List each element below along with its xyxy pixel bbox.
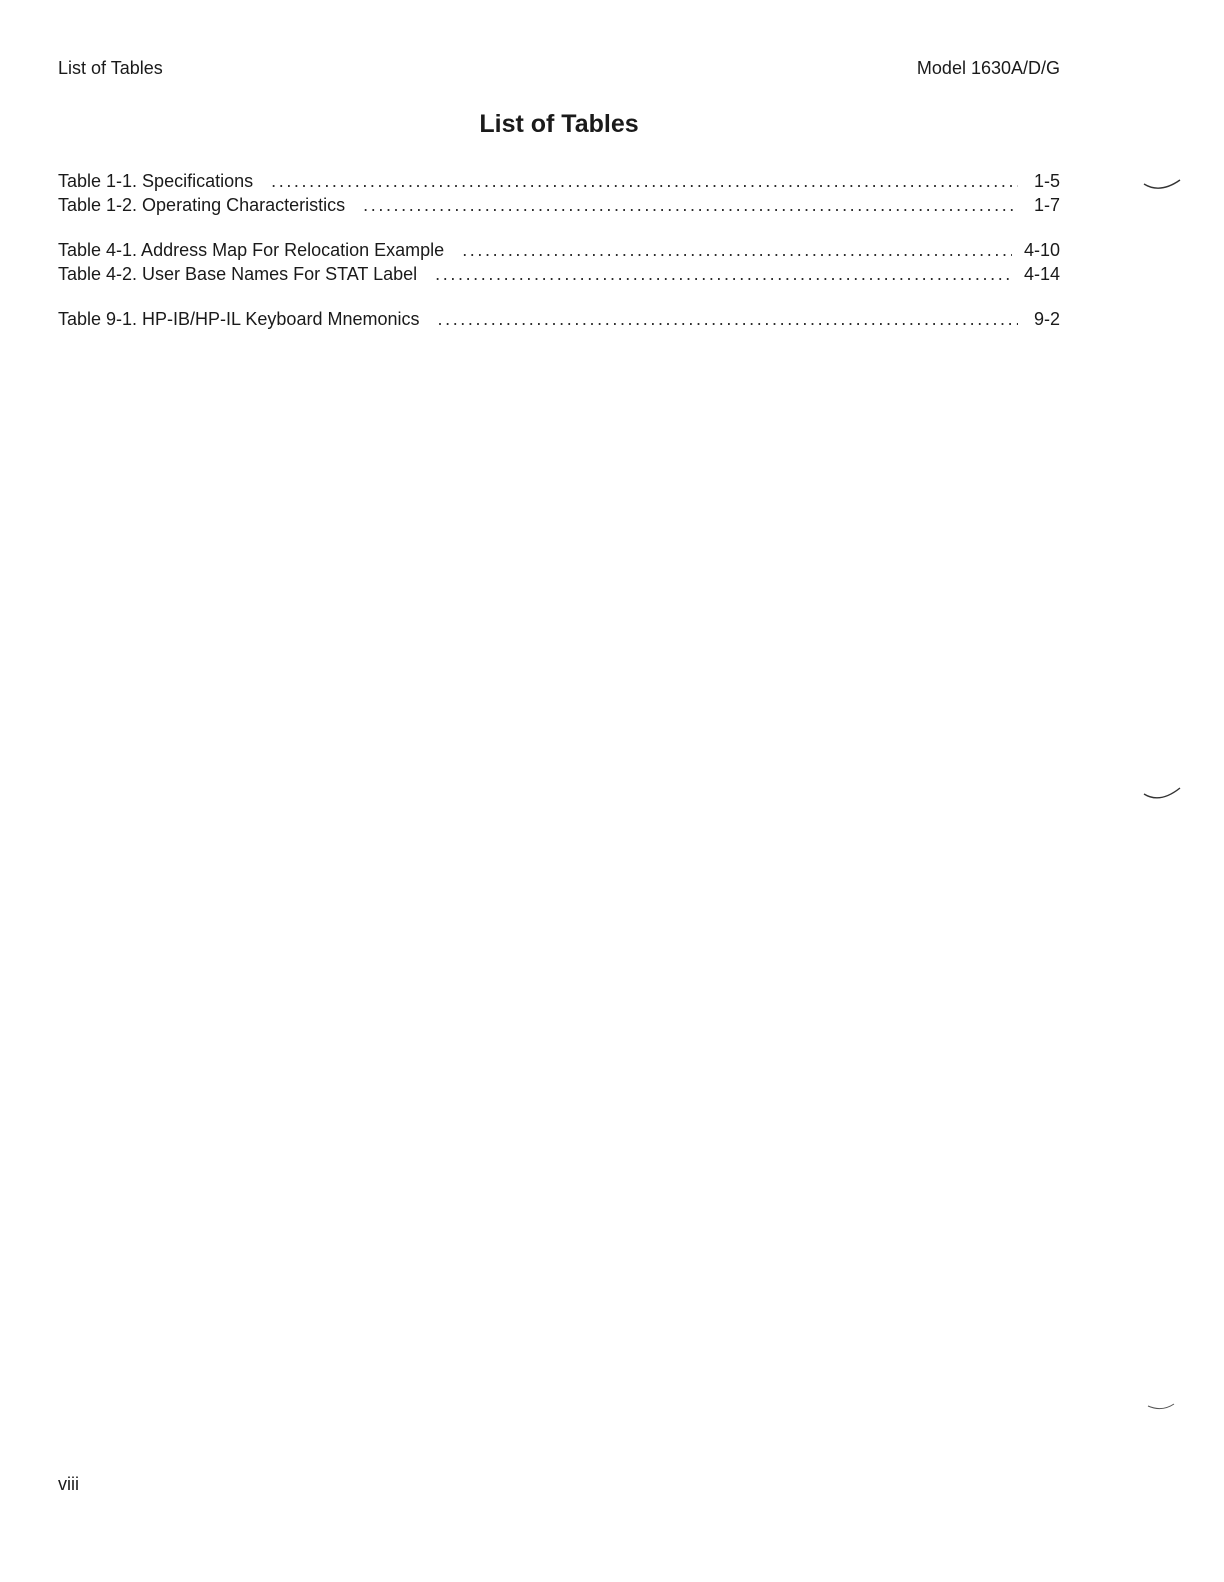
- binder-hole-mark: [1142, 1398, 1182, 1416]
- toc-group-chapter-1: [58, 170, 1060, 217]
- toc-entry-page: 1-5: [1033, 171, 1060, 191]
- toc-entry[interactable]: [58, 308, 1060, 332]
- toc-group-chapter-9: [58, 308, 1060, 332]
- toc-entry[interactable]: [58, 170, 1060, 194]
- toc-group-chapter-4: [58, 239, 1060, 286]
- toc-entry-title: Table 4-2. User Base Names For STAT Label: [58, 263, 418, 284]
- toc-entry-title: Table 1-2. Operating Characteristics: [58, 194, 346, 215]
- running-header-section: List of Tables: [58, 58, 163, 78]
- dot-leader: [462, 239, 1012, 263]
- dot-leader: [271, 170, 1018, 194]
- dot-leader: [435, 263, 1012, 287]
- toc-entry-title: Table 1-1. Specifications: [58, 171, 254, 191]
- toc-entry-page: 4-14: [1023, 263, 1060, 284]
- toc-entry-page: 1-7: [1033, 194, 1060, 215]
- dot-leader: [438, 308, 1019, 332]
- toc-entry[interactable]: [58, 263, 1060, 287]
- binder-hole-mark: [1142, 786, 1182, 804]
- page-number: viii: [58, 1474, 79, 1494]
- toc-entry-page: 4-10: [1023, 240, 1060, 260]
- toc-entry[interactable]: [58, 239, 1060, 263]
- toc-entry[interactable]: [58, 194, 1060, 218]
- toc-entry-title: Table 4-1. Address Map For Relocation Example: [58, 240, 445, 260]
- binder-hole-mark: [1142, 176, 1182, 194]
- toc-entry-page: 9-2: [1033, 309, 1060, 329]
- page-title: List of Tables: [479, 110, 639, 138]
- dot-leader: [363, 194, 1018, 218]
- running-header-model: Model 1630A/D/G: [916, 58, 1060, 78]
- running-header: [58, 58, 1060, 82]
- toc-entry-title: Table 9-1. HP-IB/HP-IL Keyboard Mnemonics: [58, 309, 420, 329]
- list-of-tables: [58, 170, 1060, 332]
